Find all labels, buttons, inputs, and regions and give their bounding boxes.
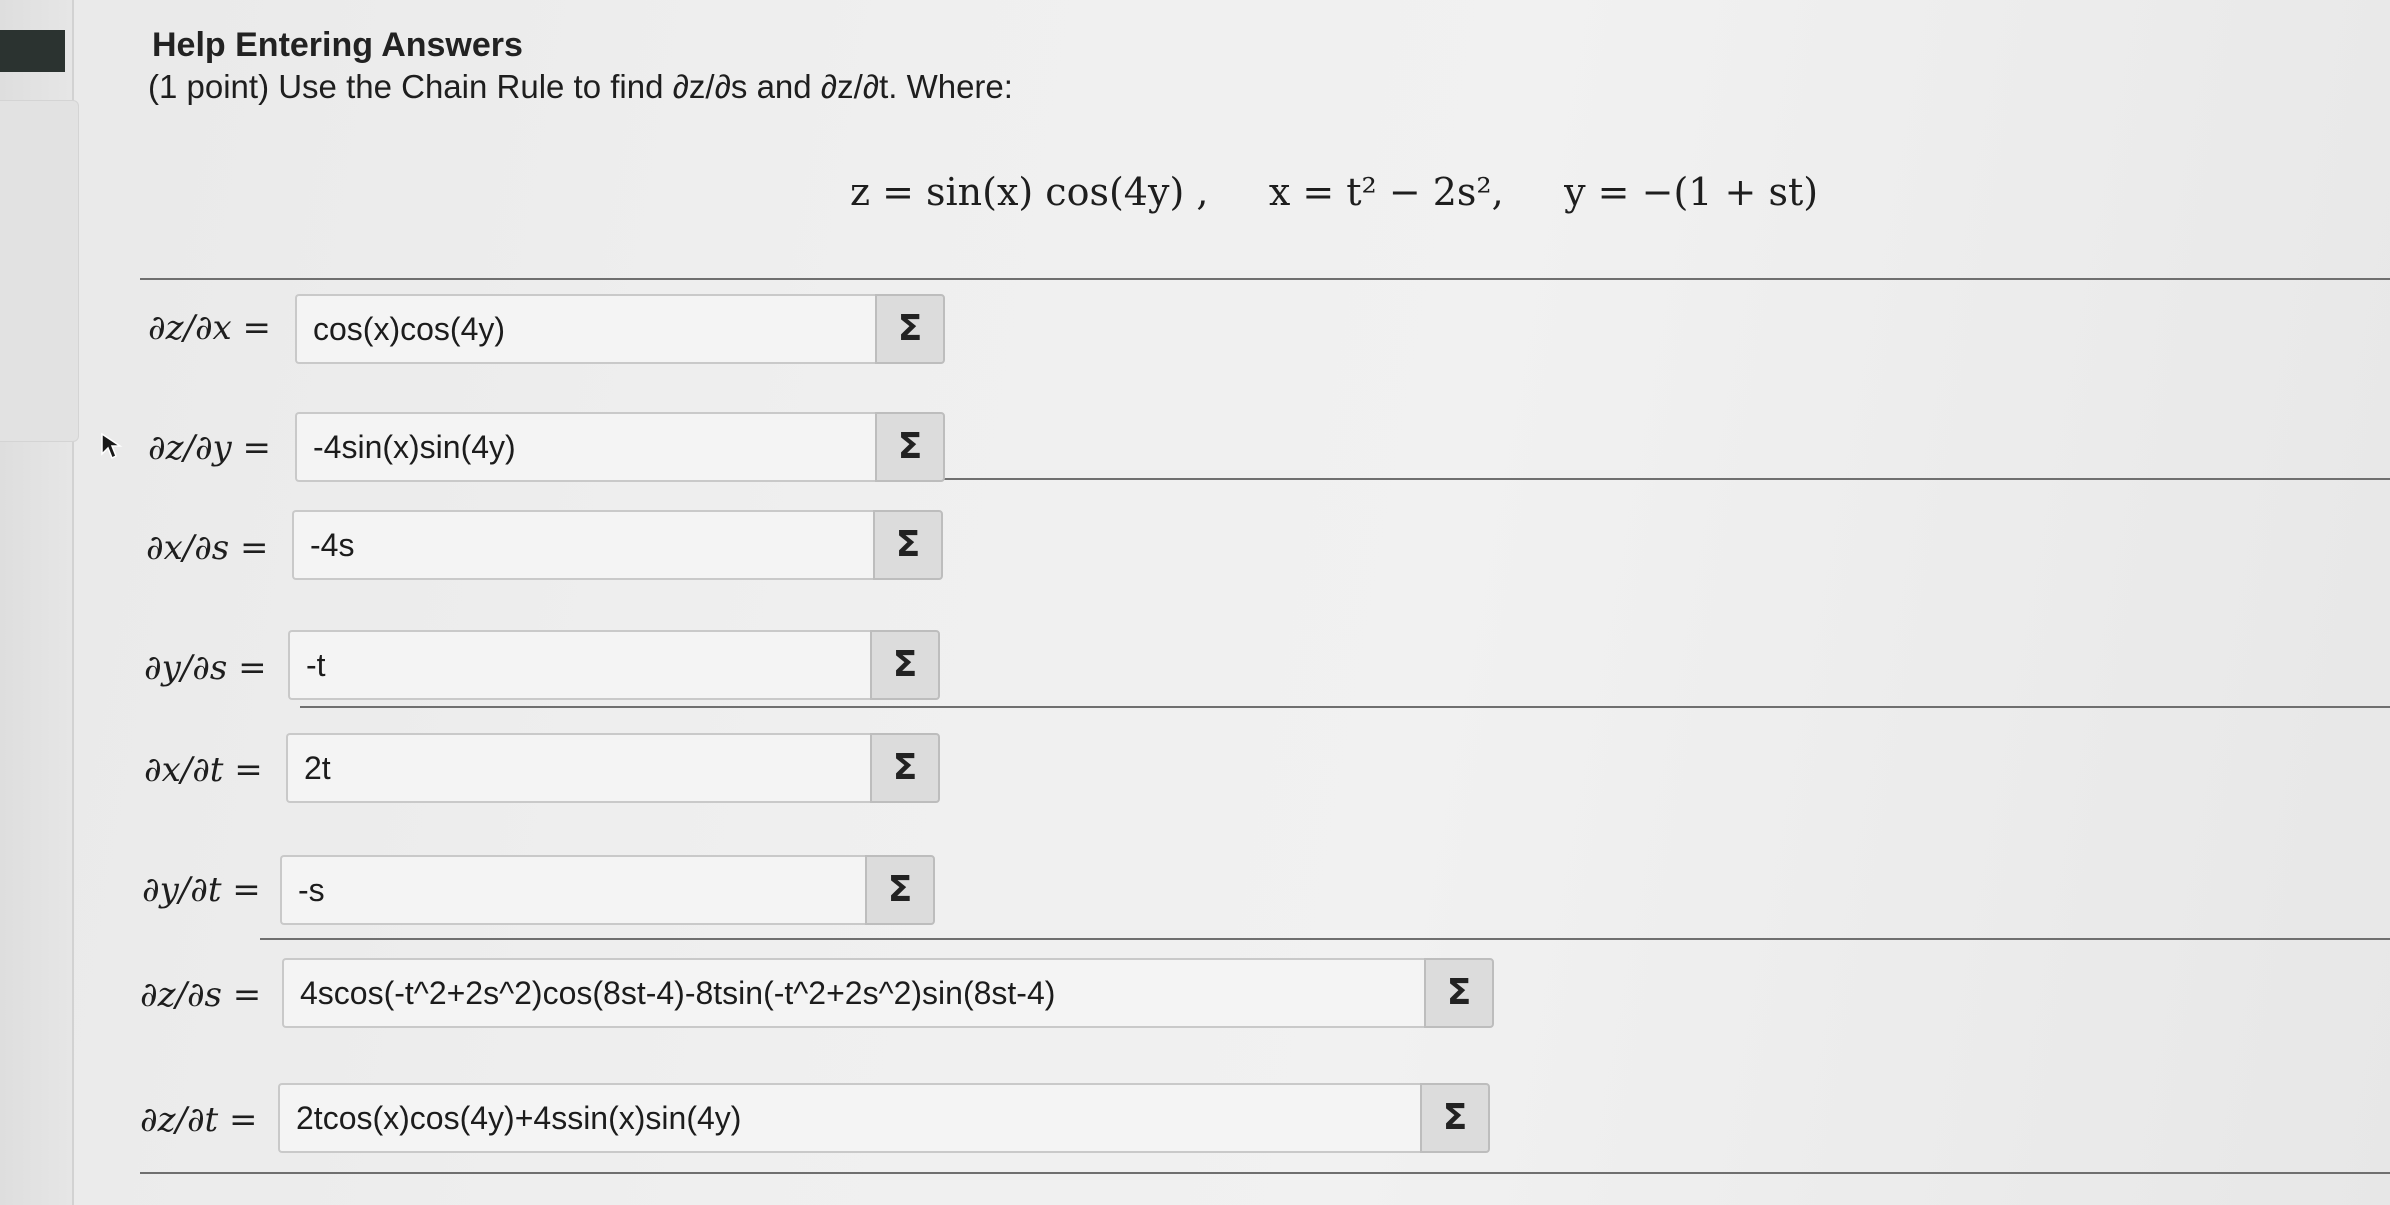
divider [140,1172,2390,1174]
answer-label: ∂y/∂s = [144,648,267,688]
answer-input-dydt[interactable]: -s [280,855,865,925]
answer-input-dzdt[interactable]: 2tcos(x)cos(4y)+4ssin(x)sin(4y) [278,1083,1420,1153]
answer-input-dyds[interactable]: -t [288,630,870,700]
sigma-icon[interactable]: Σ [1424,958,1494,1028]
answer-label: ∂z/∂x = [148,308,272,348]
divider [260,938,2390,940]
answer-input-dzdx[interactable]: cos(x)cos(4y) [295,294,875,364]
sigma-icon[interactable]: Σ [870,630,940,700]
answer-label: ∂x/∂s = [146,528,269,568]
answer-input-dxds[interactable]: -4s [292,510,873,580]
sidebar-tab[interactable] [0,30,65,72]
answer-label: ∂z/∂s = [140,975,262,1015]
divider [300,706,2390,708]
answer-label: ∂x/∂t = [144,750,263,790]
mouse-pointer-icon [100,432,124,460]
divider [140,278,2390,280]
answer-input-dzdy[interactable]: -4sin(x)sin(4y) [295,412,875,482]
sigma-icon[interactable]: Σ [1420,1083,1490,1153]
sigma-icon[interactable]: Σ [865,855,935,925]
help-entering-answers-link[interactable]: Help Entering Answers [152,26,523,64]
answer-label: ∂z/∂t = [140,1100,258,1140]
given-equations: z = sin(x) cos(4y) , x = t² − 2s², y = −(1 + st) [850,170,1819,214]
answer-label: ∂y/∂t = [142,870,261,910]
answer-input-dzds[interactable]: 4scos(-t^2+2s^2)cos(8st-4)-8tsin(-t^2+2s^2)sin(8st-4) [282,958,1424,1028]
sigma-icon[interactable]: Σ [875,412,945,482]
sigma-icon[interactable]: Σ [873,510,943,580]
answer-input-dxdt[interactable]: 2t [286,733,870,803]
sidebar-panel [0,100,79,442]
sigma-icon[interactable]: Σ [870,733,940,803]
sigma-icon[interactable]: Σ [875,294,945,364]
answer-label: ∂z/∂y = [148,428,272,468]
problem-statement: (1 point) Use the Chain Rule to find ∂z/∂s and ∂z/∂t. Where: [148,68,1013,105]
